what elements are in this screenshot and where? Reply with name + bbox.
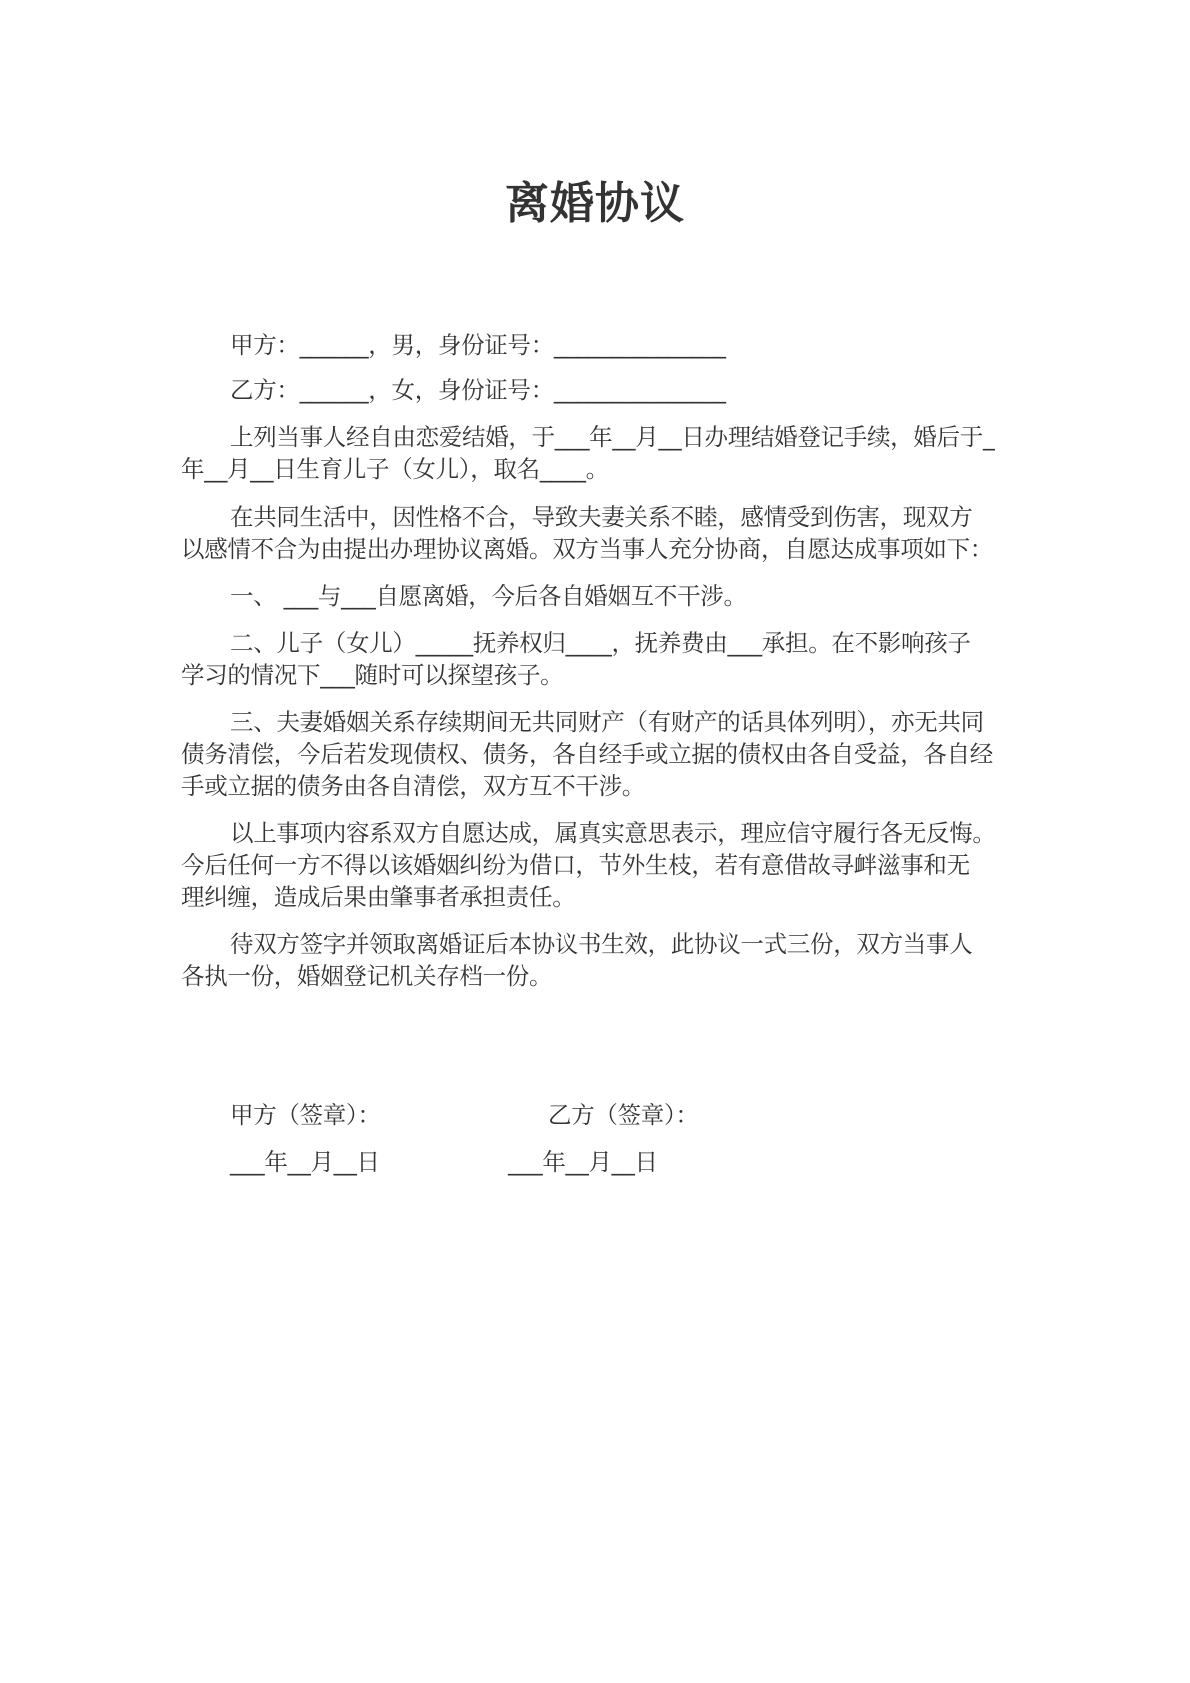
marriage-paragraph-line-1: 上列当事人经自由恋爱结婚，于___年__月__日办理结婚登记手续，婚后于_	[230, 423, 995, 451]
clause-1: 一、 ___与___自愿离婚，今后各自婚姻互不干涉。	[230, 582, 747, 610]
commitment-paragraph-line-1: 以上事项内容系双方自愿达成，属真实意思表示，理应信守履行各无反悔。	[230, 819, 996, 847]
effect-paragraph-line-1: 待双方签字并领取离婚证后本协议书生效，此协议一式三份，双方当事人	[230, 930, 973, 958]
effect-paragraph-line-2: 各执一份，婚姻登记机关存档一份。	[181, 962, 553, 990]
clause-3-line-1: 三、夫妻婚姻关系存续期间无共同财产（有财产的话具体列明），亦无共同	[230, 708, 984, 736]
reason-paragraph-line-1: 在共同生活中，因性格不合，导致夫妻关系不睦，感情受到伤害，现双方	[230, 503, 973, 531]
clause-2-line-2: 学习的情况下___随时可以探望孩子。	[181, 661, 564, 689]
document-title: 离婚协议	[505, 178, 685, 229]
party-b-signature-label: 乙方（签章）：	[548, 1101, 699, 1129]
commitment-paragraph-line-2: 今后任何一方不得以该婚姻纠纷为借口，节外生枝，若有意借故寻衅滋事和无	[181, 851, 970, 879]
party-a-date: ___年__月__日	[230, 1148, 380, 1176]
party-b-info: 乙方：______，女，身份证号：_______________	[230, 376, 726, 404]
commitment-paragraph-line-3: 理纠缠，造成后果由肇事者承担责任。	[181, 883, 576, 911]
marriage-paragraph-line-2: 年__月__日生育儿子（女儿），取名____。	[181, 455, 609, 483]
clause-2-line-1: 二、儿子（女儿）_____抚养权归____，抚养费由___承担。在不影响孩子	[230, 629, 971, 657]
clause-3-line-3: 手或立据的债务由各自清偿，双方互不干涉。	[181, 772, 645, 800]
clause-3-line-2: 债务清偿，今后若发现债权、债务，各自经手或立据的债权由各自受益，各自经	[181, 740, 993, 768]
party-a-signature-label: 甲方（签章）：	[230, 1101, 381, 1129]
reason-paragraph-line-2: 以感情不合为由提出办理协议离婚。双方当事人充分协商，自愿达成事项如下：	[181, 535, 993, 563]
party-a-info: 甲方：______，男，身份证号：_______________	[230, 331, 726, 359]
party-b-date: ___年__月__日	[508, 1148, 658, 1176]
